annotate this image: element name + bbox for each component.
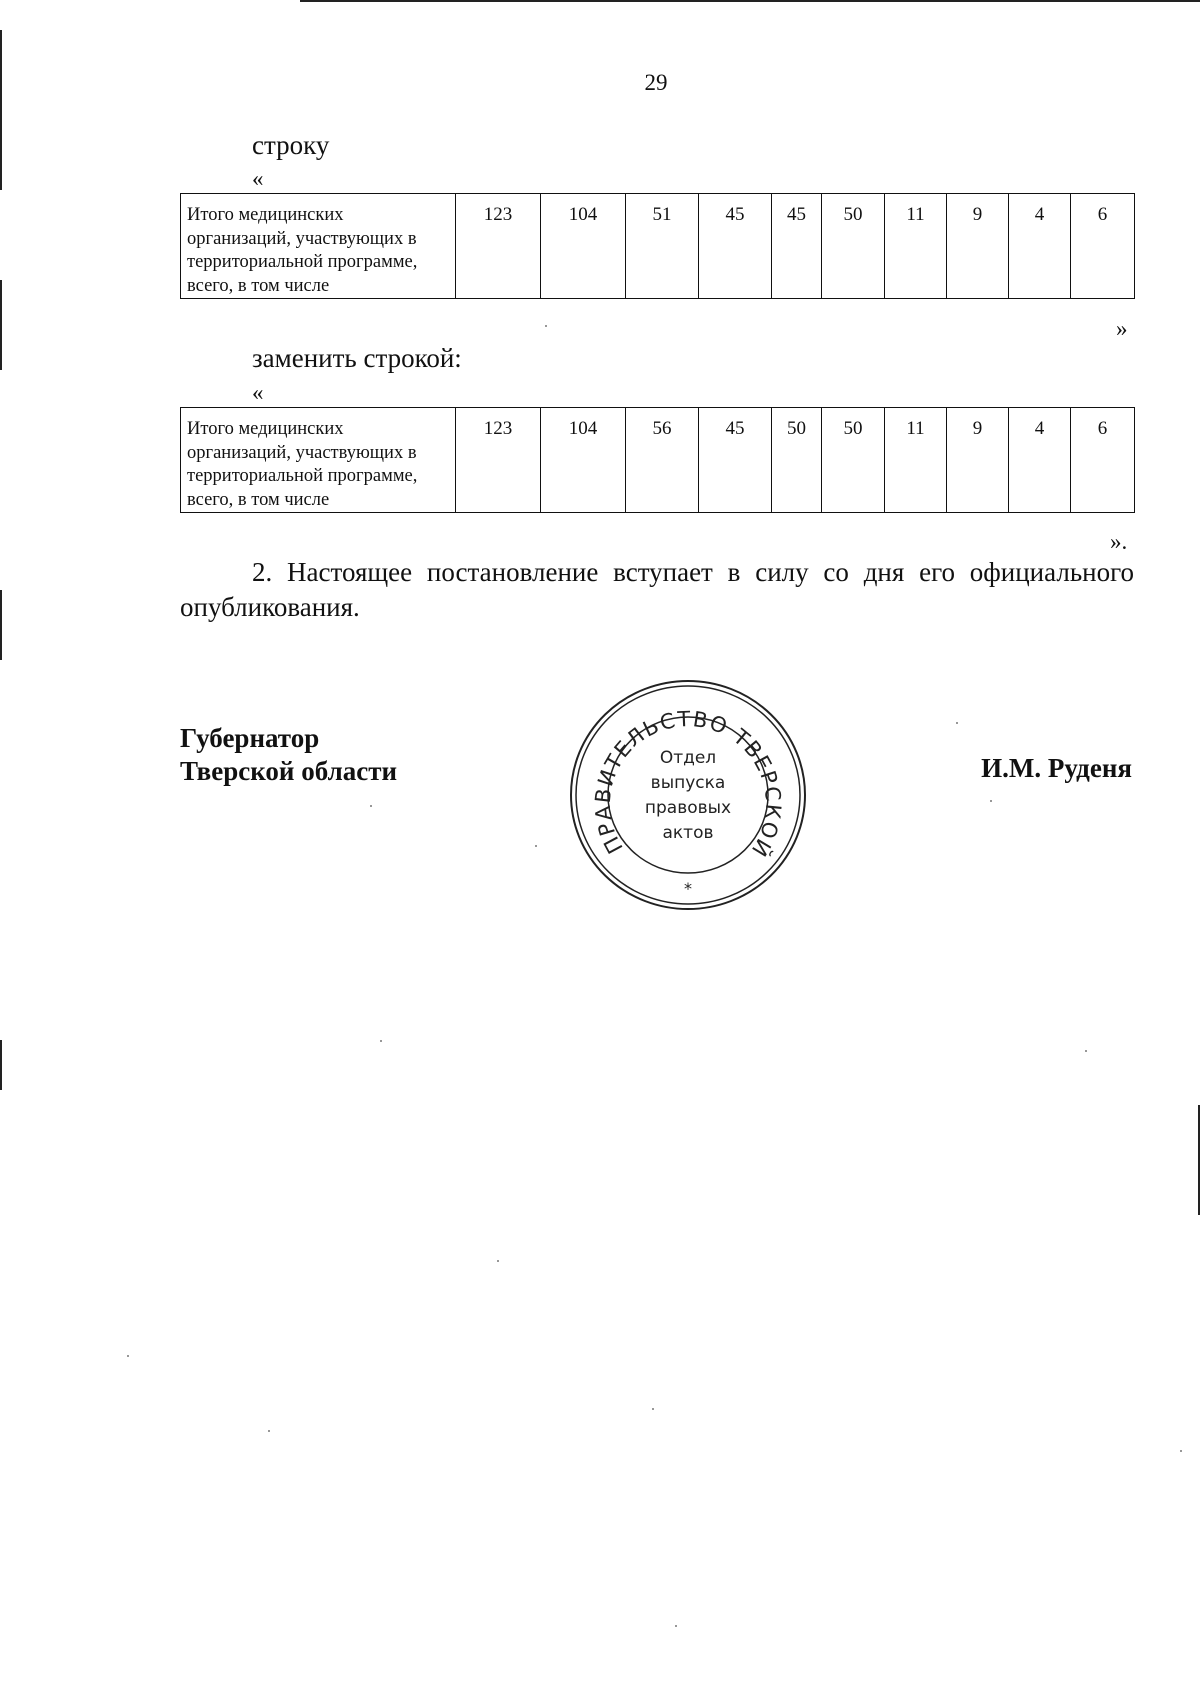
scan-edge-top bbox=[300, 0, 1200, 2]
page-number: 29 bbox=[644, 70, 668, 95]
table-cell: 6 bbox=[1071, 408, 1135, 513]
scan-edge-left bbox=[0, 280, 2, 370]
scan-speck bbox=[370, 805, 372, 807]
scan-speck bbox=[652, 1408, 654, 1410]
replacement-row-table bbox=[180, 407, 1135, 513]
seal-center-line: Отдел bbox=[659, 748, 717, 768]
scan-speck bbox=[990, 800, 992, 802]
table-cell: 123 bbox=[456, 194, 541, 299]
row-label: Итого медицинских организаций, участвующих в территориальной программе, всего, в том числе bbox=[181, 408, 456, 513]
signature-title-line: Губернатор bbox=[180, 723, 320, 753]
table-cell: 104 bbox=[541, 408, 626, 513]
heading-original-row: строку bbox=[252, 130, 330, 160]
table-cell: 50 bbox=[772, 408, 822, 513]
table-cell: 45 bbox=[772, 194, 822, 299]
signature-name: И.М. Руденя bbox=[981, 753, 1132, 783]
close-quote: ». bbox=[1110, 529, 1128, 554]
heading-replacement-row: заменить строкой: bbox=[252, 343, 462, 373]
table-cell: 45 bbox=[699, 194, 772, 299]
scan-speck bbox=[1180, 1450, 1182, 1452]
official-seal bbox=[568, 678, 808, 912]
row-label: Итого медицинских организаций, участвующих в территориальной программе, всего, в том числе bbox=[181, 194, 456, 299]
scan-edge-left bbox=[0, 30, 2, 190]
paragraph-text: 2. Настоящее постановление вступает в силу со дня его официального опубликования. bbox=[180, 557, 1134, 622]
seal-star: * bbox=[684, 879, 692, 898]
scan-speck bbox=[127, 1355, 129, 1357]
open-quote: « bbox=[252, 380, 264, 405]
table-cell: 6 bbox=[1071, 194, 1135, 299]
close-quote: » bbox=[1116, 316, 1128, 341]
seal-center-line: актов bbox=[662, 823, 714, 843]
original-row-table bbox=[180, 193, 1135, 299]
table-cell: 4 bbox=[1009, 194, 1071, 299]
seal-center-line: правовых bbox=[644, 798, 732, 818]
table-cell: 9 bbox=[947, 408, 1009, 513]
scan-speck bbox=[1085, 1050, 1087, 1052]
table-cell: 11 bbox=[885, 194, 947, 299]
scan-edge-left bbox=[0, 1040, 2, 1090]
table-cell: 45 bbox=[699, 408, 772, 513]
table-cell: 11 bbox=[885, 408, 947, 513]
seal-graphic bbox=[568, 678, 808, 912]
signature-title bbox=[180, 722, 397, 788]
scan-speck bbox=[545, 325, 547, 327]
scan-speck bbox=[535, 845, 537, 847]
table-cell: 9 bbox=[947, 194, 1009, 299]
table-cell: 56 bbox=[626, 408, 699, 513]
scan-edge-left bbox=[0, 590, 2, 660]
table-cell: 50 bbox=[822, 194, 885, 299]
table-row bbox=[181, 408, 1135, 513]
scan-speck bbox=[380, 1040, 382, 1042]
effective-date-paragraph bbox=[180, 555, 1134, 625]
table-cell: 50 bbox=[822, 408, 885, 513]
table-row bbox=[181, 194, 1135, 299]
scan-speck bbox=[956, 722, 958, 724]
table-cell: 4 bbox=[1009, 408, 1071, 513]
scan-speck bbox=[675, 1625, 677, 1627]
table-cell: 104 bbox=[541, 194, 626, 299]
table-cell: 51 bbox=[626, 194, 699, 299]
seal-ring-text: ПРАВИТЕЛЬСТВО ТВЕРСКОЙ bbox=[590, 706, 786, 862]
table-cell: 123 bbox=[456, 408, 541, 513]
open-quote: « bbox=[252, 166, 264, 191]
seal-center-line: выпуска bbox=[650, 773, 726, 793]
scan-speck bbox=[268, 1430, 270, 1432]
signature-title-line: Тверской области bbox=[180, 756, 398, 786]
scan-speck bbox=[497, 1260, 499, 1262]
